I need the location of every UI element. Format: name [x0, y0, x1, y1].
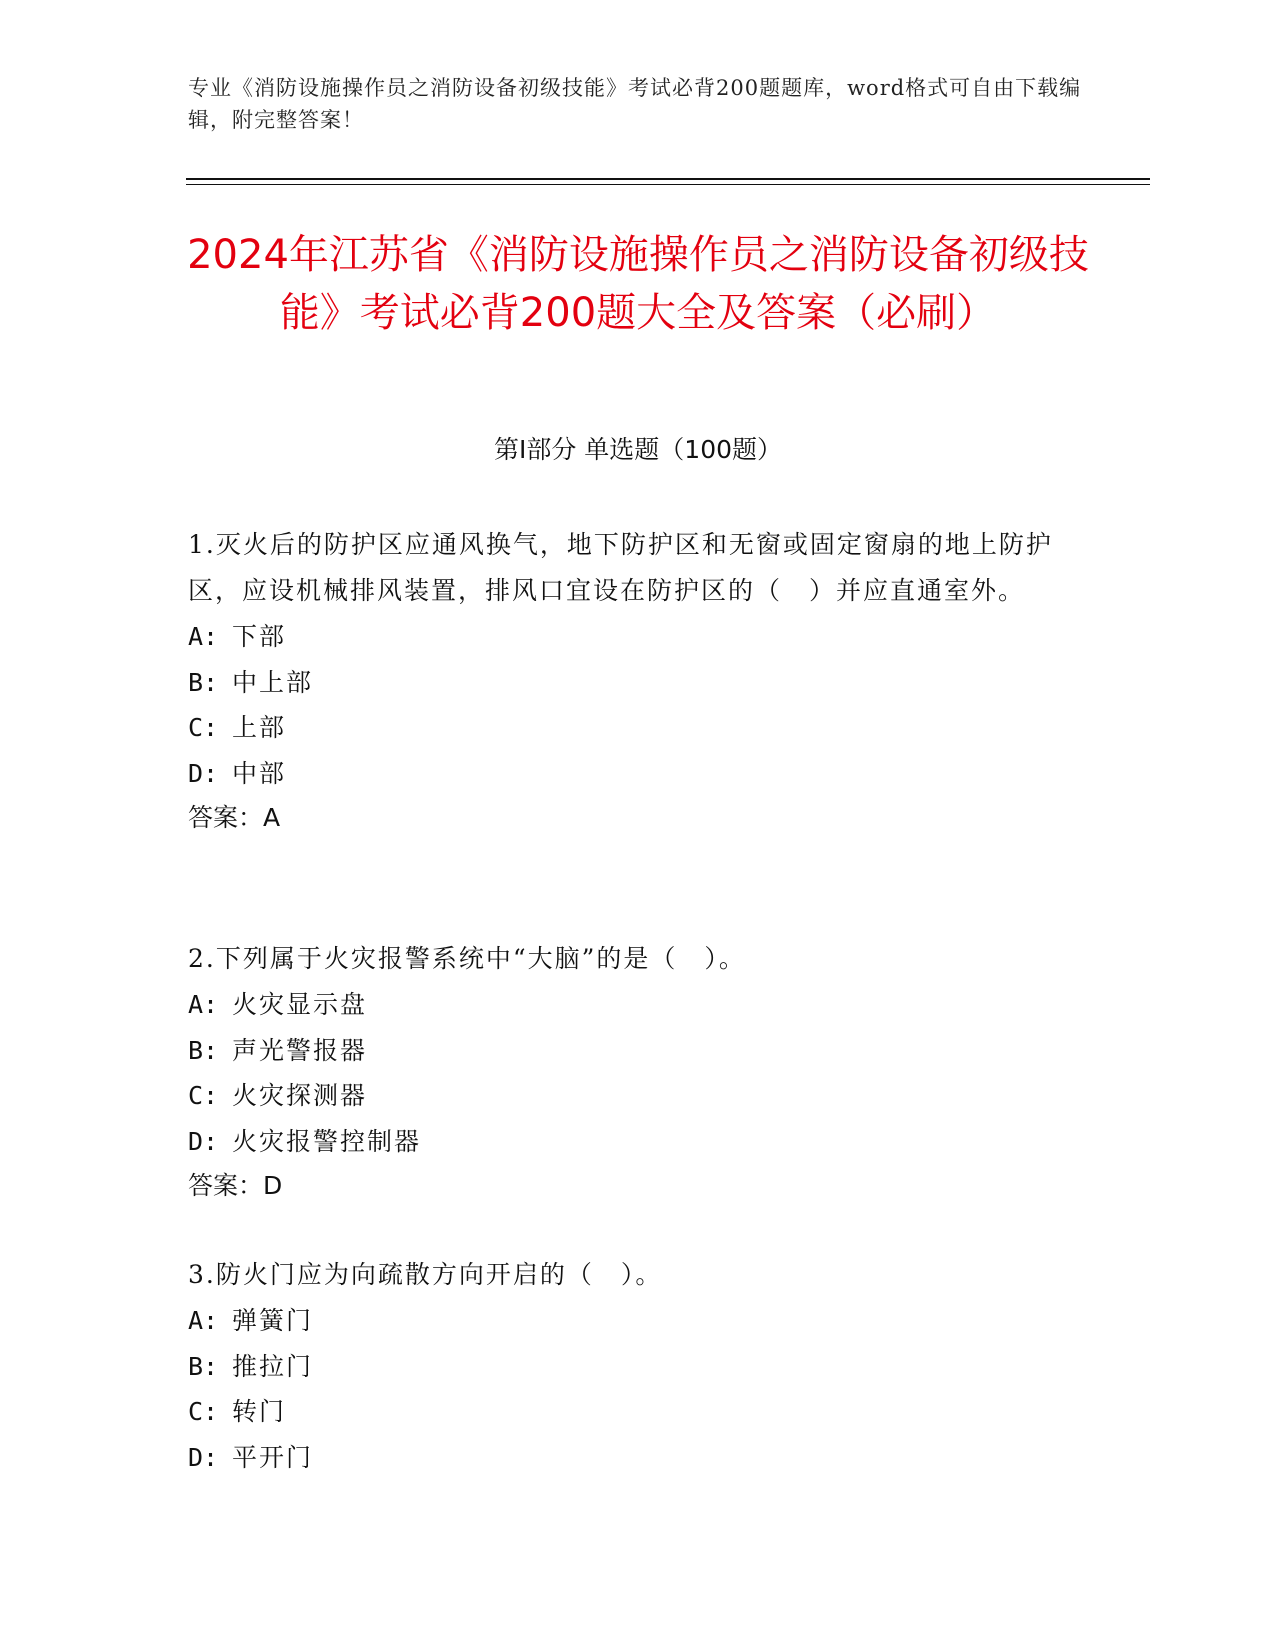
question-2	[188, 936, 1068, 1208]
option-d	[188, 1119, 1068, 1165]
option-a	[188, 614, 1068, 660]
question-stem: 3.防火门应为向疏散方向开启的（ ）。	[188, 1260, 663, 1289]
option-text: 火灾探测器	[232, 1081, 368, 1110]
option-key: A:	[188, 990, 219, 1019]
option-b	[188, 1344, 1068, 1390]
option-d	[188, 751, 1068, 797]
document-title: 2024年江苏省《消防设施操作员之消防设备初级技能》考试必背200题大全及答案（必刷）	[187, 232, 1089, 336]
option-key: B:	[188, 1351, 219, 1381]
option-key: C:	[188, 713, 219, 742]
option-a	[188, 1298, 1068, 1344]
option-text: 平开门	[232, 1442, 314, 1472]
option-key: C:	[188, 1397, 219, 1426]
option-text: 转门	[232, 1397, 287, 1426]
option-b	[188, 1028, 1068, 1074]
header-divider-thin	[186, 184, 1150, 185]
option-text: 中上部	[232, 667, 314, 697]
option-text: 弹簧门	[232, 1306, 314, 1335]
section-heading: 第Ⅰ部分 单选题（100题）	[493, 435, 783, 464]
answer-line: 答案：A	[188, 803, 281, 832]
option-text: 声光警报器	[232, 1035, 368, 1065]
option-text: 上部	[232, 713, 287, 742]
option-c	[188, 705, 1068, 751]
option-key: C:	[188, 1081, 219, 1110]
option-key: A:	[188, 1306, 219, 1335]
question-stem: 1.灭火后的防护区应通风换气，地下防护区和无窗或固定窗扇的地上防护区，应设机械排风装置，排风口宜设在防护区的（ ）并应直通室外。	[188, 530, 1053, 605]
option-key: A:	[188, 622, 219, 651]
option-c	[188, 1389, 1068, 1435]
answer-line: 答案：D	[188, 1171, 283, 1200]
question-1	[188, 522, 1068, 840]
header-divider-thick	[186, 178, 1150, 180]
option-text: 中部	[232, 758, 287, 788]
option-text: 火灾报警控制器	[232, 1126, 422, 1156]
question-3	[188, 1252, 1068, 1480]
option-key: B:	[188, 667, 219, 697]
header-note: 专业《消防设施操作员之消防设备初级技能》考试必背200题题库，word格式可自由下载编辑，附完整答案！	[188, 76, 1082, 132]
option-a	[188, 982, 1068, 1028]
option-text: 下部	[232, 622, 287, 651]
option-b	[188, 660, 1068, 706]
option-c	[188, 1073, 1068, 1119]
option-text: 火灾显示盘	[232, 990, 368, 1019]
option-key: D:	[188, 1126, 219, 1156]
option-text: 推拉门	[232, 1351, 314, 1381]
question-stem: 2.下列属于火灾报警系统中“大脑”的是（ ）。	[188, 944, 746, 973]
option-d	[188, 1435, 1068, 1481]
option-key: B:	[188, 1035, 219, 1065]
option-key: D:	[188, 1442, 219, 1472]
option-key: D:	[188, 758, 219, 788]
